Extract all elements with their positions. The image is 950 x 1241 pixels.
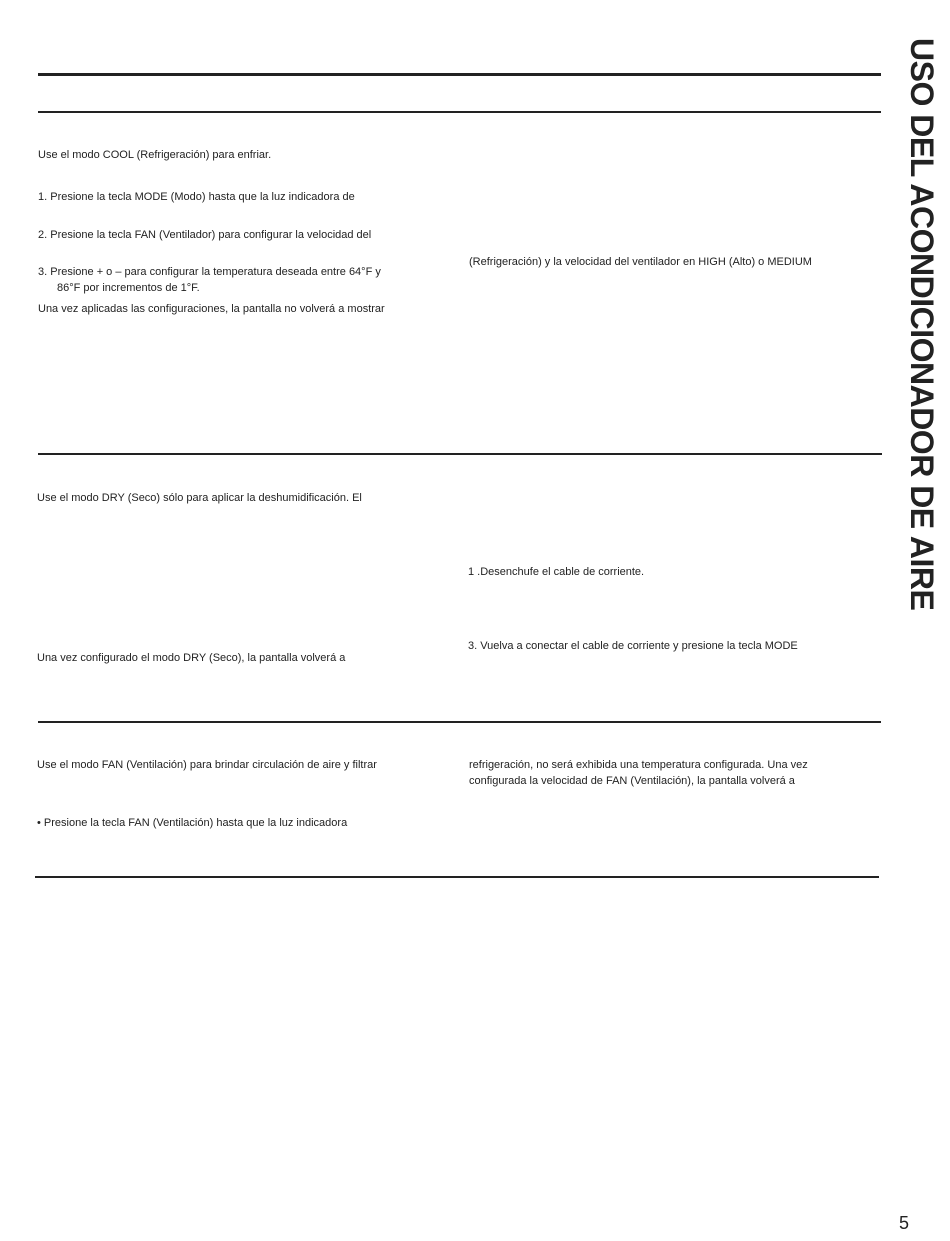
dry-right-step-1: 1 .Desenchufe el cable de corriente.	[468, 566, 645, 578]
cool-step-2: 2. Presione la tecla FAN (Ventilador) para configurar la velocidad del	[38, 229, 372, 241]
cool-step-3: 3. Presione + o – para configurar la temperatura deseada entre 64°F y	[38, 266, 381, 278]
fan-right-line-2: configurada la velocidad de FAN (Ventilación), la pantalla volverá a	[469, 775, 795, 787]
fan-bullet: • Presione la tecla FAN (Ventilación) hasta que la luz indicadora	[37, 817, 348, 829]
side-section-title: USO DEL ACONDICIONADOR DE AIRE	[904, 38, 940, 611]
bottom-rule	[35, 876, 879, 878]
cool-right-note: (Refrigeración) y la velocidad del ventilador en HIGH (Alto) o MEDIUM	[469, 256, 812, 268]
dry-intro: Use el modo DRY (Seco) sólo para aplicar la deshumidificación. El	[37, 492, 362, 504]
top-rule-thick	[38, 73, 881, 76]
cool-intro: Use el modo COOL (Refrigeración) para enfriar.	[38, 149, 272, 161]
page-number: 5	[899, 1213, 910, 1233]
dry-after-settings: Una vez configurado el modo DRY (Seco), la pantalla volverá a	[37, 652, 346, 664]
cool-after-settings: Una vez aplicadas las configuraciones, la pantalla no volverá a mostrar	[38, 303, 385, 315]
fan-intro: Use el modo FAN (Ventilación) para brindar circulación de aire y filtrar	[37, 759, 377, 771]
dry-right-step-3: 3. Vuelva a conectar el cable de corriente y presione la tecla MODE	[468, 640, 798, 652]
fan-section-rule	[38, 721, 881, 723]
cool-section-rule	[38, 111, 881, 113]
cool-step-3-continued: 86°F por incrementos de 1°F.	[57, 282, 200, 294]
fan-right-line-1: refrigeración, no será exhibida una temperatura configurada. Una vez	[469, 759, 808, 771]
cool-step-1: 1. Presione la tecla MODE (Modo) hasta que la luz indicadora de	[38, 191, 355, 203]
dry-section-rule	[38, 453, 882, 455]
